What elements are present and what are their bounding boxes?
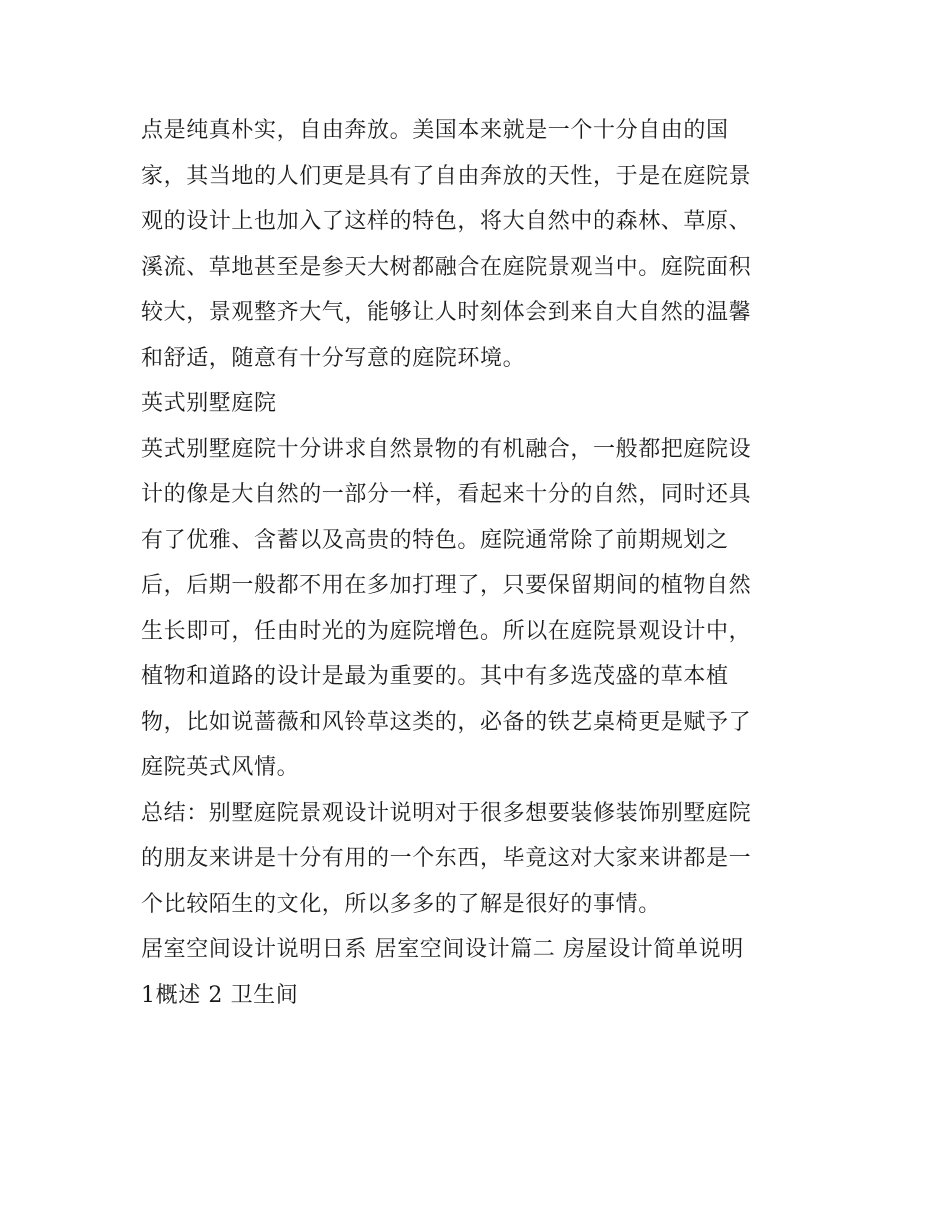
paragraph-line: 观的设计上也加入了这样的特色，将大自然中的森林、草原、	[141, 209, 752, 234]
paragraph-line: 英式别墅庭院十分讲求自然景物的有机融合，一般都把庭院设	[141, 436, 752, 462]
paragraph-line: 溪流、草地甚至是参天大树都融合在庭院景观当中。庭院面积	[141, 254, 752, 280]
document-body	[141, 108, 821, 1018]
paragraph-line: 有了优雅、含蓄以及高贵的特色。庭院通常除了前期规划之	[141, 527, 729, 553]
paragraph-line: 后，后期一般都不用在多加打理了，只要保留期间的植物自然	[141, 573, 752, 598]
paragraph-line: 物，比如说蔷薇和风铃草这类的，必备的铁艺桌椅更是赋予了	[141, 709, 752, 735]
summary-line: 的朋友来讲是十分有用的一个东西，毕竟这对大家来讲都是一	[141, 846, 752, 871]
paragraph-line: 较大，景观整齐大气，能够让人时刻体会到来自大自然的温馨	[141, 300, 752, 325]
document-title-line: 居室空间设计说明日系 居室空间设计篇二 房屋设计简单说明	[141, 937, 744, 962]
paragraph-line: 计的像是大自然的一部分一样，看起来十分的自然，同时还具	[141, 482, 752, 507]
section-heading: 英式别墅庭院	[141, 391, 277, 416]
outline-line: 1概述 2 卫生间	[141, 982, 299, 1008]
summary-line: 总结：别墅庭院景观设计说明对于很多想要装修装饰别墅庭院	[141, 800, 752, 826]
paragraph-line: 生长即可，任由时光的为庭院增色。所以在庭院景观设计中，	[141, 618, 752, 644]
paragraph-line: 点是纯真朴实，自由奔放。美国本来就是一个十分自由的国	[141, 118, 729, 143]
paragraph-line: 家，其当地的人们更是具有了自由奔放的天性，于是在庭院景	[141, 163, 752, 189]
paragraph-line: 植物和道路的设计是最为重要的。其中有多选茂盛的草本植	[141, 664, 729, 689]
paragraph-line: 庭院英式风情。	[141, 755, 300, 780]
summary-line: 个比较陌生的文化，所以多多的了解是很好的事情。	[141, 891, 661, 917]
paragraph-line: 和舒适，随意有十分写意的庭院环境。	[141, 345, 526, 371]
